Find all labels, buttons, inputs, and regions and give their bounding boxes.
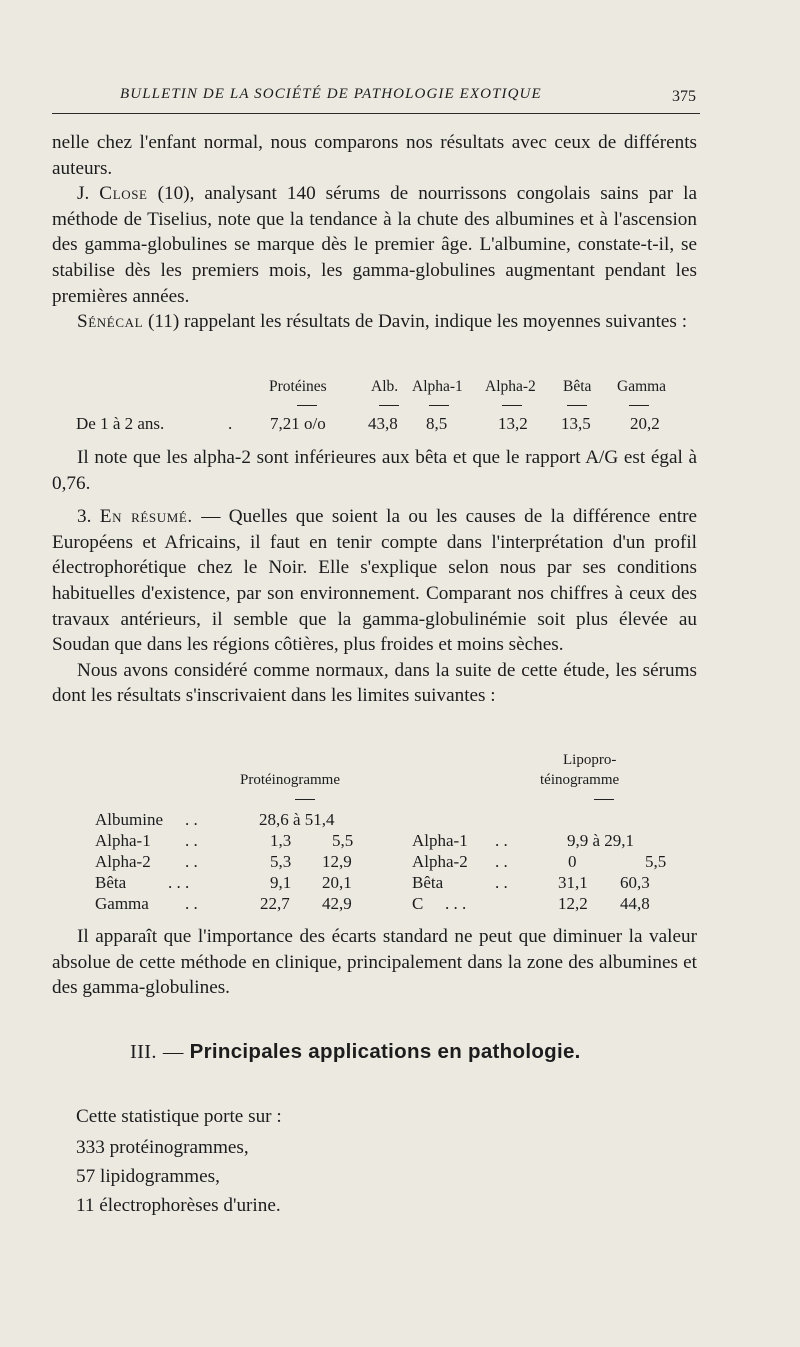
t2-left-dots: . . .	[168, 873, 190, 892]
author-senecal: Sénécal	[77, 311, 144, 333]
t1-value-alpha2: 13,2	[498, 414, 528, 433]
t2-right-low: 0	[568, 852, 577, 871]
t2-left-label: Alpha-2	[95, 852, 151, 871]
list-item: 11 électrophorèses d'urine.	[76, 1195, 281, 1216]
para5-text: — Quelles que soient la ou les causes de la différence entre Européens et Africains, il faut en tenir compte dans l'interprétation d'un profil électrophorétique chez le Noir. Elle s'explique selon nous par ses conditions habituelles d'existence, par son environnement. Comparant nos chiffres à ceux des travaux antérieurs, il semble que la gamma-globulinémie soit plus élevée au Soudan que dans les régions côtières, plus froides et moins sèches.	[52, 506, 698, 656]
t2-right-high: 5,5	[645, 852, 667, 871]
body-text-conclusion	[52, 924, 697, 1001]
t1-header-beta: Bêta	[563, 378, 592, 395]
t1-dash	[429, 405, 449, 406]
page-number: 375	[672, 88, 696, 105]
section-dash: —	[162, 1041, 184, 1063]
t2-right-low: 9,9 à 29,1	[567, 831, 635, 850]
para5-lead: 3.	[77, 506, 100, 528]
paragraph-1: nelle chez l'enfant normal, nous comparons nos résultats avec ceux de différents auteurs.	[52, 132, 697, 179]
paragraph-4: Il note que les alpha-2 sont inférieures aux bêta et que le rapport A/G est égal à 0,76.	[52, 447, 697, 494]
t2-right-dots: . .	[495, 831, 508, 850]
list-item: 57 lipidogrammes,	[76, 1166, 220, 1187]
running-header	[52, 86, 702, 114]
t2-left-label: Bêta	[95, 873, 127, 892]
t1-value-gamma: 20,2	[630, 414, 660, 433]
para3-text: (11) rappelant les résultats de Davin, indique les moyennes suivantes :	[143, 311, 688, 333]
t2-left-low: 22,7	[260, 894, 290, 913]
t2-left-label: Alpha-1	[95, 831, 151, 850]
paragraph-7: Il apparaît que l'importance des écarts standard ne peut que diminuer la valeur absolue de cette méthode en clinique, principalement dans la zone des albumines et des gamma-globulines.	[52, 926, 697, 999]
t2-left-dots: . .	[185, 810, 198, 829]
t2-right-low: 12,2	[558, 894, 588, 913]
t1-row-dots: .	[228, 414, 233, 433]
t2-left-dots: . .	[185, 852, 198, 871]
t1-dash	[629, 405, 649, 406]
t2-left-high: 42,9	[322, 894, 352, 913]
t1-header-proteines: Protéines	[269, 378, 327, 395]
section-resume: En résumé.	[99, 506, 193, 528]
t1-dash	[502, 405, 522, 406]
paragraph-3	[52, 309, 697, 335]
t2-right-dots: . .	[495, 873, 508, 892]
t1-header-alpha2: Alpha-2	[485, 378, 536, 395]
stats-list	[76, 1102, 282, 1220]
t2-right-label: C	[412, 894, 424, 913]
t2-left-dots: . .	[185, 831, 198, 850]
t2-left-high: 5,5	[332, 831, 354, 850]
t1-dash	[379, 405, 399, 406]
t1-dash	[297, 405, 317, 406]
paragraph-2	[52, 181, 697, 309]
t1-header-gamma: Gamma	[617, 378, 667, 395]
t1-header-alb: Alb.	[371, 378, 399, 395]
t1-value-alpha1: 8,5	[426, 414, 448, 433]
section-number: III.	[130, 1041, 157, 1063]
para2-text: (10), analysant 140 sérums de nourrissons congolais sains par la méthode de Tiselius, note que la tendance à la chute des albumines et à l'ascension des gamma-globulines se marque dès le premier âge. L'albumine, constate-t-il, se stabilise dès les premiers mois, les gamma-globulines augmentant pendant les premières années.	[52, 183, 698, 307]
stats-intro: Cette statistique porte sur :	[76, 1106, 282, 1127]
t2-left-header: Protéinogramme	[240, 772, 340, 788]
t2-right-dots: . . .	[445, 894, 467, 913]
paragraph-5	[52, 504, 697, 658]
t2-left-low: 1,3	[270, 831, 292, 850]
t2-dash	[295, 799, 315, 800]
t2-dash	[594, 799, 614, 800]
paragraph-6: Nous avons considéré comme normaux, dans la suite de cette étude, les sérums dont les résultats s'inscrivaient dans les limites suivantes :	[52, 659, 697, 707]
t2-right-header-2: téinogramme	[540, 772, 620, 788]
header-rule	[52, 113, 700, 114]
t2-left-dots: . .	[185, 894, 198, 913]
t1-row-label: De 1 à 2 ans.	[76, 414, 165, 433]
t2-right-label: Bêta	[412, 873, 444, 892]
t2-left-label: Gamma	[95, 894, 149, 913]
t2-left-low: 28,6 à 51,4	[259, 810, 335, 829]
t2-right-high: 44,8	[620, 894, 650, 913]
t2-left-low: 9,1	[270, 873, 292, 892]
t1-value-alb: 43,8	[368, 414, 398, 433]
section-title: Principales applications en pathologie.	[189, 1040, 581, 1063]
t2-right-header-1: Lipopro-	[563, 752, 617, 768]
section-heading	[130, 1040, 581, 1064]
t1-value-beta: 13,5	[561, 414, 591, 433]
journal-title: BULLETIN DE LA SOCIÉTÉ DE PATHOLOGIE EXOTIQUE	[120, 86, 542, 102]
body-text-top	[52, 130, 697, 335]
list-item: 333 protéinogrammes,	[76, 1137, 249, 1158]
t2-right-high: 60,3	[620, 873, 650, 892]
t2-left-high: 12,9	[322, 852, 352, 871]
t2-right-dots: . .	[495, 852, 508, 871]
t2-left-label: Albumine	[95, 810, 163, 829]
t1-value-proteines: 7,21 o/o	[270, 414, 326, 433]
t2-left-high: 20,1	[322, 873, 352, 892]
t2-right-label: Alpha-1	[412, 831, 468, 850]
t2-left-low: 5,3	[270, 852, 292, 871]
t1-dash	[567, 405, 587, 406]
t2-right-low: 31,1	[558, 873, 588, 892]
para2-lead: J.	[77, 183, 100, 205]
t2-right-label: Alpha-2	[412, 852, 468, 871]
t1-header-alpha1: Alpha-1	[412, 378, 463, 395]
body-text-middle	[52, 445, 697, 709]
author-close: Close	[99, 183, 148, 205]
